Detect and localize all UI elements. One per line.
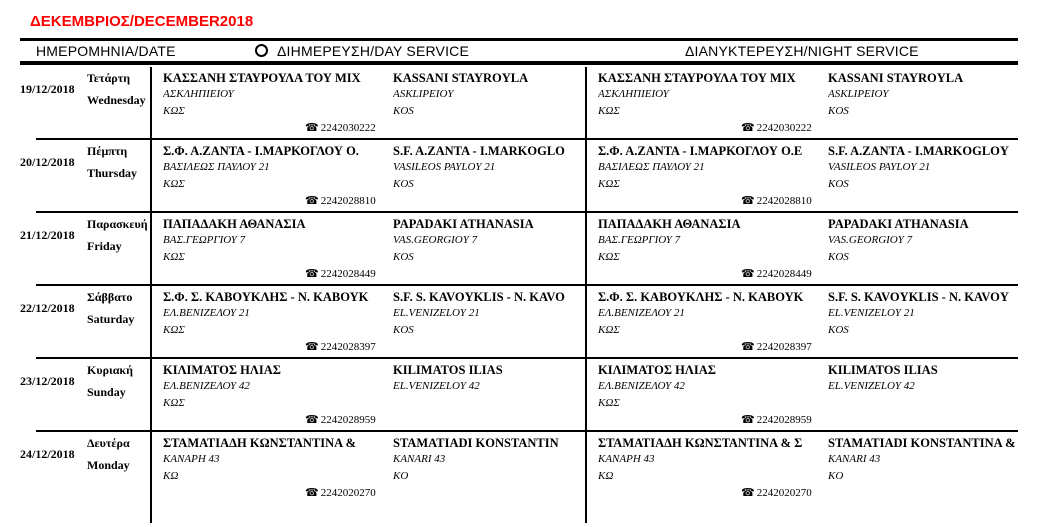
day-pharmacy-name-en: KILIMATOS ILIAS: [393, 363, 503, 377]
header-day-service-label: ΔΙΗΜΕΡΕΥΣΗ/DAY SERVICE: [277, 43, 470, 59]
night-pharmacy-city-gr: ΚΩΣ: [598, 251, 620, 263]
day-pharmacy-address-gr: ΕΛ.ΒΕΝΙΖΕΛΟΥ 42: [163, 380, 250, 392]
day-phone-number: 2242028959: [320, 414, 376, 426]
row-day-en: Thursday: [87, 166, 138, 180]
table-row: [0, 67, 1038, 140]
day-pharmacy-name-en: S.F. S. KAVOYKLIS - N. KAVO: [393, 290, 565, 304]
day-pharmacy-city-en: KOS: [393, 178, 414, 190]
phone-icon: ☎: [741, 414, 755, 426]
day-pharmacy-address-gr: ΒΑΣ.ΓΕΩΡΓΙΟΥ 7: [163, 234, 246, 246]
table-row: [0, 140, 1038, 213]
row-day-gr: Κυριακή: [87, 363, 133, 377]
day-pharmacy-city-gr: ΚΩΣ: [163, 324, 185, 336]
night-pharmacy-phone: [741, 267, 812, 280]
day-pharmacy-name-en: S.F. A.ZANTA - I.MARKOGLO: [393, 144, 565, 158]
night-phone-number: 2242020270: [756, 487, 812, 499]
phone-icon: ☎: [741, 268, 755, 280]
row-date: 21/12/2018: [20, 228, 75, 242]
day-phone-number: 2242020270: [320, 487, 376, 499]
day-pharmacy-city-gr: ΚΩΣ: [163, 178, 185, 190]
night-phone-number: 2242028810: [756, 195, 812, 207]
day-pharmacy-city-gr: ΚΩΣ: [163, 251, 185, 263]
day-phone-number: 2242030222: [320, 122, 376, 134]
night-pharmacy-name-en: STAMATIADI KONSTANTINA &: [828, 436, 1016, 450]
day-pharmacy-name-en: PAPADAKI ATHANASIA: [393, 217, 534, 231]
phone-icon: ☎: [305, 487, 319, 499]
day-pharmacy-phone: [305, 121, 376, 134]
row-date: 24/12/2018: [20, 447, 75, 461]
day-pharmacy-city-en: KOS: [393, 251, 414, 263]
day-pharmacy-city-gr: ΚΩ: [163, 470, 179, 482]
night-phone-number: 2242030222: [756, 122, 812, 134]
day-pharmacy-phone: [305, 194, 376, 207]
header-night-service-label: ΔΙΑΝΥΚΤΕΡΕΥΣΗ/NIGHT SERVICE: [685, 43, 919, 59]
header-date-label: ΗΜΕΡΟΜΗΝΙΑ/DATE: [36, 43, 176, 59]
night-pharmacy-address-gr: ΚΑΝΑΡΗ 43: [598, 453, 655, 465]
day-pharmacy-city-en: KO: [393, 470, 409, 482]
day-pharmacy-address-gr: ΚΑΝΑΡΗ 43: [163, 453, 220, 465]
phone-icon: ☎: [741, 341, 755, 353]
day-pharmacy-address-gr: ΑΣΚΛΗΠΙΕΙΟΥ: [163, 88, 234, 100]
night-pharmacy-name-gr: ΚΑΣΣΑΝΗ ΣΤΑΥΡΟΥΛΑ ΤΟΥ ΜΙΧ: [598, 71, 796, 85]
night-pharmacy-address-en: ASKLIPEIOY: [828, 88, 889, 100]
row-date: 19/12/2018: [20, 82, 75, 96]
row-day-en: Saturday: [87, 312, 135, 326]
day-pharmacy-city-en: KOS: [393, 324, 414, 336]
day-pharmacy-name-gr: ΠΑΠΑΔΑΚΗ ΑΘΑΝΑΣΙΑ: [163, 217, 306, 231]
night-pharmacy-phone: [741, 413, 812, 426]
night-pharmacy-city-en: KO: [828, 470, 844, 482]
night-pharmacy-address-en: EL.VENIZELOY 21: [828, 307, 915, 319]
phone-icon: ☎: [305, 341, 319, 353]
night-pharmacy-city-gr: ΚΩΣ: [598, 397, 620, 409]
phone-icon: ☎: [305, 195, 319, 207]
night-pharmacy-name-gr: ΠΑΠΑΔΑΚΗ ΑΘΑΝΑΣΙΑ: [598, 217, 741, 231]
day-phone-number: 2242028810: [320, 195, 376, 207]
day-pharmacy-city-gr: ΚΩΣ: [163, 105, 185, 117]
day-pharmacy-city-gr: ΚΩΣ: [163, 397, 185, 409]
day-phone-number: 2242028449: [320, 268, 376, 280]
header-bottom-rule: [20, 61, 1018, 65]
day-phone-number: 2242028397: [320, 341, 376, 353]
night-pharmacy-phone: [741, 121, 812, 134]
night-pharmacy-name-gr: ΣΤΑΜΑΤΙΑΔΗ ΚΩΝΣΤΑΝΤΙΝΑ & Σ: [598, 436, 803, 450]
night-pharmacy-phone: [741, 486, 812, 499]
phone-icon: ☎: [305, 268, 319, 280]
day-pharmacy-address-en: EL.VENIZELOY 42: [393, 380, 480, 392]
night-pharmacy-city-gr: ΚΩ: [598, 470, 614, 482]
day-pharmacy-phone: [305, 486, 376, 499]
table-row: [0, 432, 1038, 505]
row-date: 22/12/2018: [20, 301, 75, 315]
phone-icon: ☎: [741, 487, 755, 499]
day-pharmacy-phone: [305, 413, 376, 426]
day-pharmacy-address-en: VAS.GEORGIOY 7: [393, 234, 478, 246]
night-phone-number: 2242028959: [756, 414, 812, 426]
night-pharmacy-address-en: VAS.GEORGIOY 7: [828, 234, 913, 246]
day-pharmacy-city-en: KOS: [393, 105, 414, 117]
day-pharmacy-name-gr: ΚΑΣΣΑΝΗ ΣΤΑΥΡΟΥΛΑ ΤΟΥ ΜΙΧ: [163, 71, 361, 85]
night-pharmacy-city-en: KOS: [828, 251, 849, 263]
day-pharmacy-address-gr: ΕΛ.ΒΕΝΙΖΕΛΟΥ 21: [163, 307, 250, 319]
phone-icon: ☎: [305, 414, 319, 426]
day-pharmacy-address-en: VASILEOS PAYLOY 21: [393, 161, 496, 173]
night-pharmacy-address-gr: ΕΛ.ΒΕΝΙΖΕΛΟΥ 42: [598, 380, 685, 392]
day-pharmacy-address-gr: ΒΑΣΙΛΕΩΣ ΠΑΥΛΟΥ 21: [163, 161, 270, 173]
night-pharmacy-address-gr: ΒΑΣ.ΓΕΩΡΓΙΟΥ 7: [598, 234, 681, 246]
night-pharmacy-city-en: KOS: [828, 105, 849, 117]
row-day-gr: Πέμπτη: [87, 144, 128, 158]
row-day-gr: Δευτέρα: [87, 436, 130, 450]
row-day-en: Wednesday: [87, 93, 146, 107]
night-pharmacy-city-gr: ΚΩΣ: [598, 178, 620, 190]
night-pharmacy-address-gr: ΑΣΚΛΗΠΙΕΙΟΥ: [598, 88, 669, 100]
night-pharmacy-address-en: EL.VENIZELOY 42: [828, 380, 915, 392]
row-day-gr: Σάββατο: [87, 290, 133, 304]
night-pharmacy-name-en: PAPADAKI ATHANASIA: [828, 217, 969, 231]
night-pharmacy-phone: [741, 340, 812, 353]
day-pharmacy-name-en: KASSANI STAYROYLA: [393, 71, 529, 85]
day-pharmacy-name-gr: Σ.Φ. Α.ΖΑΝΤΑ - Ι.ΜΑΡΚΟΓΛΟΥ Ο.: [163, 144, 359, 158]
page-title: ΔΕΚΕΜΒΡΙΟΣ/DECEMBER2018: [30, 13, 254, 30]
night-pharmacy-city-gr: ΚΩΣ: [598, 324, 620, 336]
day-pharmacy-phone: [305, 340, 376, 353]
night-pharmacy-city-en: KOS: [828, 178, 849, 190]
row-day-gr: Παρασκευή: [87, 217, 148, 231]
day-pharmacy-name-gr: Σ.Φ. Σ. ΚΑΒΟΥΚΛΗΣ - Ν. ΚΑΒΟΥΚ: [163, 290, 369, 304]
night-pharmacy-name-gr: Σ.Φ. Α.ΖΑΝΤΑ - Ι.ΜΑΡΚΟΓΛΟΥ Ο.Ε: [598, 144, 803, 158]
day-pharmacy-address-en: EL.VENIZELOY 21: [393, 307, 480, 319]
day-pharmacy-address-en: KANARI 43: [393, 453, 446, 465]
day-pharmacy-phone: [305, 267, 376, 280]
night-pharmacy-address-gr: ΕΛ.ΒΕΝΙΖΕΛΟΥ 21: [598, 307, 685, 319]
night-pharmacy-phone: [741, 194, 812, 207]
phone-icon: ☎: [741, 122, 755, 134]
night-pharmacy-address-en: KANARI 43: [828, 453, 881, 465]
circle-icon: [255, 44, 268, 57]
night-pharmacy-address-gr: ΒΑΣΙΛΕΩΣ ΠΑΥΛΟΥ 21: [598, 161, 705, 173]
header-top-rule: [20, 38, 1018, 41]
night-pharmacy-name-en: KILIMATOS ILIAS: [828, 363, 938, 377]
night-pharmacy-city-en: KOS: [828, 324, 849, 336]
night-pharmacy-city-gr: ΚΩΣ: [598, 105, 620, 117]
night-phone-number: 2242028449: [756, 268, 812, 280]
day-pharmacy-name-gr: ΚΙΛΙΜΑΤΟΣ ΗΛΙΑΣ: [163, 363, 281, 377]
day-pharmacy-name-en: STAMATIADI KONSTANTIN: [393, 436, 559, 450]
phone-icon: ☎: [305, 122, 319, 134]
night-pharmacy-address-en: VASILEOS PAYLOY 21: [828, 161, 931, 173]
day-pharmacy-name-gr: ΣΤΑΜΑΤΙΑΔΗ ΚΩΝΣΤΑΝΤΙΝΑ &: [163, 436, 357, 450]
night-pharmacy-name-en: S.F. S. KAVOYKLIS - N. KAVOY: [828, 290, 1009, 304]
row-day-en: Monday: [87, 458, 130, 472]
table-row: [0, 286, 1038, 359]
night-pharmacy-name-en: S.F. A.ZANTA - I.MARKOGLOY: [828, 144, 1009, 158]
table-row: [0, 213, 1038, 286]
night-pharmacy-name-en: KASSANI STAYROYLA: [828, 71, 964, 85]
phone-icon: ☎: [741, 195, 755, 207]
row-day-en: Friday: [87, 239, 122, 253]
day-pharmacy-address-en: ASKLIPEIOY: [393, 88, 454, 100]
row-day-en: Sunday: [87, 385, 126, 399]
row-date: 20/12/2018: [20, 155, 75, 169]
table-row: [0, 359, 1038, 432]
night-phone-number: 2242028397: [756, 341, 812, 353]
row-date: 23/12/2018: [20, 374, 75, 388]
row-day-gr: Τετάρτη: [87, 71, 131, 85]
night-pharmacy-name-gr: Σ.Φ. Σ. ΚΑΒΟΥΚΛΗΣ - Ν. ΚΑΒΟΥΚ: [598, 290, 804, 304]
night-pharmacy-name-gr: ΚΙΛΙΜΑΤΟΣ ΗΛΙΑΣ: [598, 363, 716, 377]
